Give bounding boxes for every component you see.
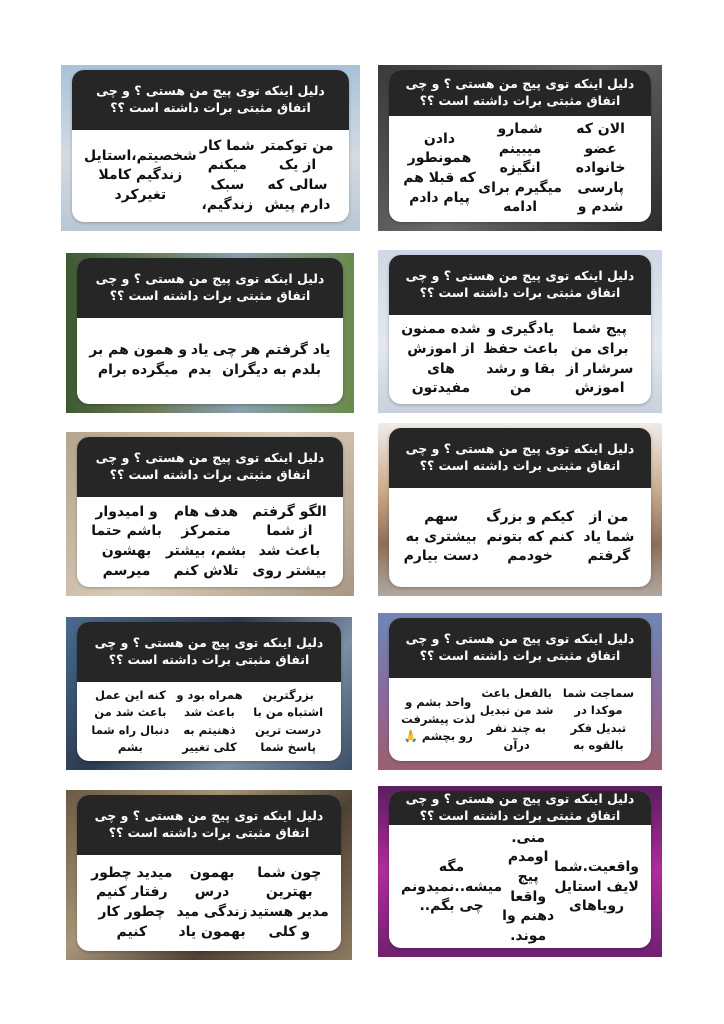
answer-text: پیج شما برای من سرشار از اموزش یادگیری و باعث حفظ بقا و رشد من شده ممنون از اموزش های مفیدتون: [401, 321, 634, 397]
question-header: دلیل اینکه توی پیج من هستی ؟ و چی اتفاق مثبتی برات داشته است ؟؟: [77, 795, 341, 855]
story-tile-1: [61, 65, 360, 231]
story-tile-7: [66, 617, 352, 770]
question-header: دلیل اینکه توی پیج من هستی ؟ و چی اتفاق مثبتی برات داشته است ؟؟: [72, 70, 349, 130]
story-tile-5: [66, 432, 354, 596]
question-header: دلیل اینکه توی پیج من هستی ؟ و چی اتفاق مثبتی برات داشته است ؟؟: [77, 258, 343, 318]
answer-text: یاد گرفتم هر چی بلدم به دیگران یاد بدم و همون هم بر میگرده برام: [89, 342, 331, 378]
question-card: [77, 795, 341, 951]
answer-text: سماجت شما موکدا در تبدیل فکر بالقوه به بالفعل باعث شد من تبدیل به چند نفر درآن واحد بشم و لذت پیشرفت رو بچشم 🙏: [401, 686, 634, 752]
story-tile-6: [378, 423, 662, 596]
question-card: [77, 437, 343, 587]
answer-text: الان که عضو خانواده پارسی شدم و شمارو میبینم انگیزه میگیرم برای ادامه دادن همونطور که قبلا هم پیام دادم: [403, 121, 626, 216]
question-header: دلیل اینکه توی پیج من هستی ؟ و چی اتفاق مثبتی برات داشته است ؟؟: [389, 70, 651, 116]
answer-text: الگو گرفتم از شما باعث شد بیشتر روی هدف هام متمرکز بشم، بیشتر تلاش کنم و امیدوار باشم حتما بهشون میرسم: [91, 503, 327, 579]
question-header: دلیل اینکه توی پیج من هستی ؟ و چی اتفاق مثبتی برات داشته است ؟؟: [77, 622, 341, 682]
question-header: دلیل اینکه توی پیج من هستی ؟ و چی اتفاق مثبتی برات داشته است ؟؟: [389, 791, 651, 825]
story-tile-10: [378, 786, 662, 957]
answer-text: من توکمتر از یک سالی که دارم پیش شما کار میکنم سبک زندگیم، شخصیتم،استایل زندگیم کاملا تغیرکرد: [84, 137, 334, 213]
story-tile-3: [66, 253, 354, 413]
answer-text: واقعیت.شما لایف استایل رویاهای منی. اومدم پیج واقعا دهنم وا موند. مگه میشه..نمیدونم چی بگم..: [401, 829, 639, 944]
question-card: [389, 791, 651, 948]
question-card: [77, 258, 343, 404]
question-card: [389, 255, 651, 404]
question-card: [389, 428, 651, 587]
question-header: دلیل اینکه توی پیج من هستی ؟ و چی اتفاق مثبتی برات داشته است ؟؟: [389, 428, 651, 488]
story-tile-8: [378, 613, 662, 770]
question-card: [389, 618, 651, 761]
story-tile-9: [66, 790, 352, 960]
story-tile-4: [378, 250, 662, 413]
answer-text: چون شما بهترین مدیر هستید و کلی بهمون درس زندگی مید بهمون یاد میدید چطور رفتار کنیم چطور کار کنیم: [91, 864, 329, 940]
answer-text: بزرگترین اشتباه من با درست ترین پاسخ شما همراه بود و باعث شد ذهنیتم به کلی تغییر کنه این عمل باعث شد من دنبال راه شما بشم: [91, 688, 324, 754]
answer-text: من از شما یاد گرفتم کیکم و بزرگ کنم که بتونم خودمم سهم بیشتری به دست بیارم: [403, 509, 635, 565]
question-header: دلیل اینکه توی پیج من هستی ؟ و چی اتفاق مثبتی برات داشته است ؟؟: [389, 255, 651, 315]
question-card: [72, 70, 349, 222]
question-card: [389, 70, 651, 222]
story-tile-2: [378, 65, 662, 231]
question-card: [77, 622, 341, 761]
question-header: دلیل اینکه توی پیج من هستی ؟ و چی اتفاق مثبتی برات داشته است ؟؟: [77, 437, 343, 497]
question-header: دلیل اینکه توی پیج من هستی ؟ و چی اتفاق مثبتی برات داشته است ؟؟: [389, 618, 651, 678]
